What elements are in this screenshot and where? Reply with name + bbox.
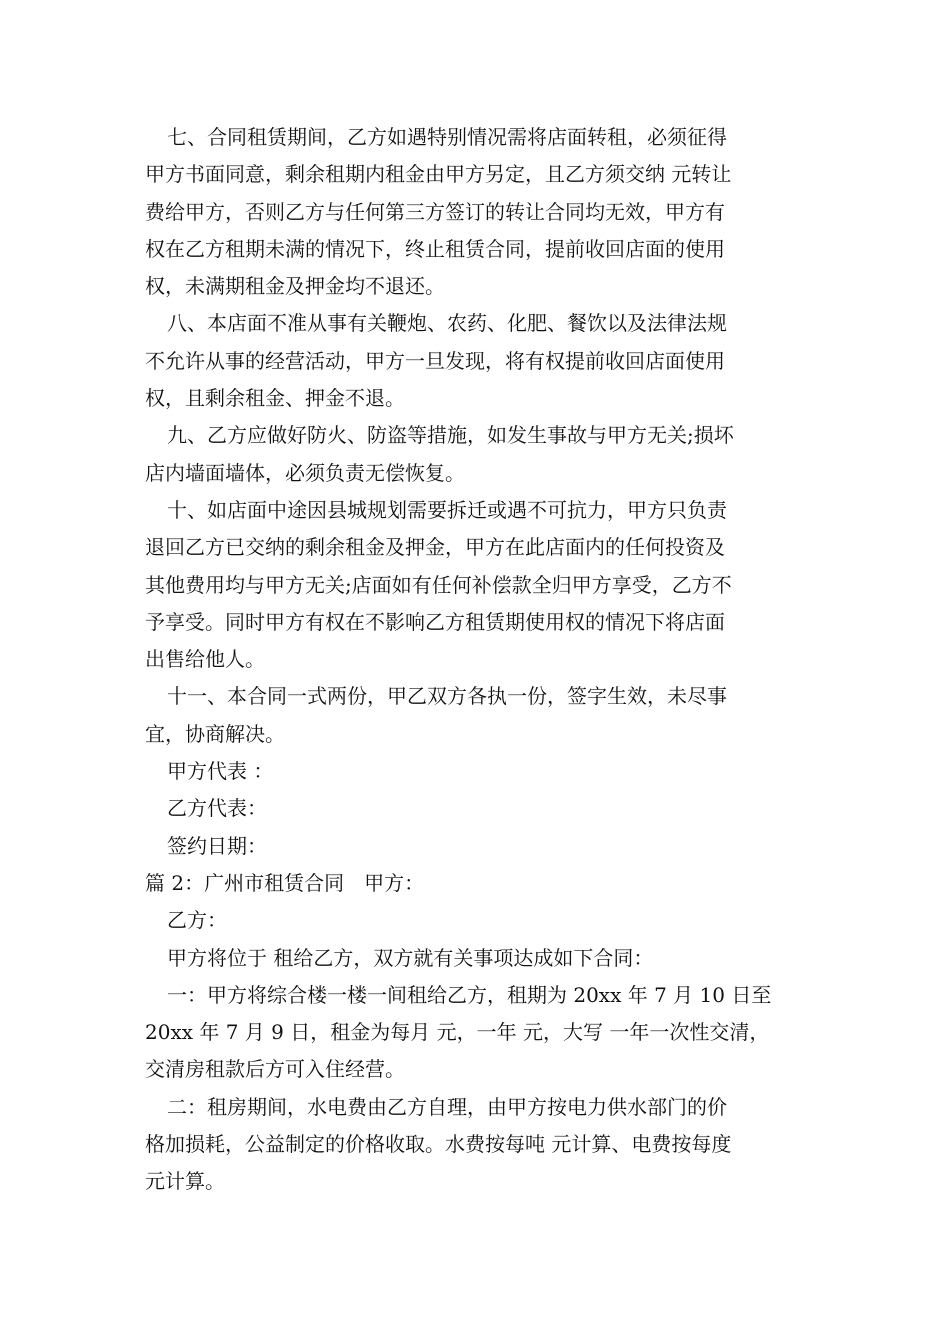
text-line: 予享受。同时甲方有权在不影响乙方租赁期使用权的情况下将店面 — [145, 609, 725, 634]
text-line: 权，未满期租金及押金均不退还。 — [145, 274, 445, 299]
text-line: 乙方： — [167, 908, 227, 933]
text-line: 宜，协商解决。 — [145, 721, 285, 746]
document-body — [145, 119, 810, 1201]
text-line: 费给甲方，否则乙方与任何第三方签订的转让合同均无效，甲方有 — [145, 199, 725, 224]
text-line: 元计算。 — [145, 1169, 225, 1194]
text-line: 九、乙方应做好防火、防盗等措施，如发生事故与甲方无关;损坏 — [167, 423, 734, 448]
text-line: 一：甲方将综合楼一楼一间租给乙方，租期为 20xx 年 7 月 10 日至 — [167, 982, 772, 1007]
text-line: 不允许从事的经营活动，甲方一旦发现，将有权提前收回店面使用 — [145, 348, 725, 373]
text-line: 出售给他人。 — [145, 647, 265, 672]
signing-date-line: 签约日期： — [167, 833, 267, 858]
text-line: 十、如店面中途因县城规划需要拆迁或遇不可抗力，甲方只负责 — [167, 497, 727, 522]
text-line: 甲方书面同意，剩余租期内租金由甲方另定，且乙方须交纳 元转让 — [145, 162, 732, 187]
text-line: 退回乙方已交纳的剩余租金及押金，甲方在此店面内的任何投资及 — [145, 535, 725, 560]
text-line: 二：租房期间，水电费由乙方自理，由甲方按电力供水部门的价 — [167, 1094, 727, 1119]
section-heading: 篇 2：广州市租赁合同 甲方： — [145, 870, 425, 895]
text-line: 格加损耗，公益制定的价格收取。水费按每吨 元计算、电费按每度 — [145, 1132, 732, 1157]
text-line: 权，且剩余租金、押金不退。 — [145, 386, 405, 411]
text-line: 权在乙方租期未满的情况下，终止租赁合同，提前收回店面的使用 — [145, 236, 725, 261]
text-line: 其他费用均与甲方无关;店面如有任何补偿款全归甲方享受，乙方不 — [145, 572, 732, 597]
text-line: 甲方将位于 租给乙方，双方就有关事项达成如下合同： — [167, 945, 654, 970]
signature-line-party-a: 甲方代表 ： — [167, 759, 274, 784]
text-line: 20xx 年 7 月 9 日，租金为每月 元，一年 元，大写 一年一次性交清， — [145, 1020, 770, 1045]
text-line: 店内墙面墙体，必须负责无偿恢复。 — [145, 460, 465, 485]
text-line: 七、合同租赁期间，乙方如遇特别情况需将店面转租，必须征得 — [167, 125, 727, 149]
text-line: 十一、本合同一式两份，甲乙双方各执一份，签字生效，未尽事 — [167, 684, 727, 709]
text-line: 八、本店面不准从事有关鞭炮、农药、化肥、餐饮以及法律法规 — [167, 311, 727, 336]
signature-line-party-b: 乙方代表： — [167, 796, 267, 821]
text-line: 交清房租款后方可入住经营。 — [145, 1057, 405, 1082]
